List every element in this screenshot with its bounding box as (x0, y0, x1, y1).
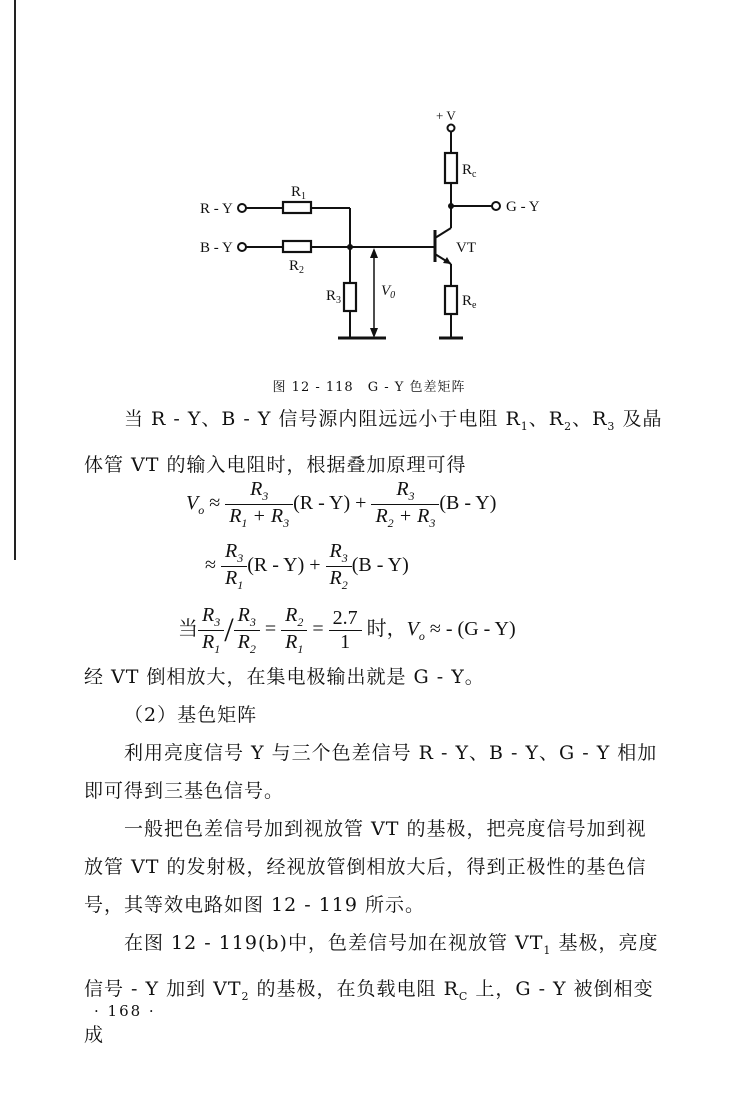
supply-label: + V (436, 108, 456, 123)
re-label: $R_e$ (462, 293, 477, 311)
fraction-r3-over-r2r3: $\frac{R_3}{R_2 + R_3}$ (371, 478, 439, 531)
r1-label: $R_1$ (291, 184, 307, 202)
section-heading: （2）基色矩阵 (124, 704, 258, 726)
input2-terminal (238, 243, 246, 251)
input1-label: R - Y (200, 201, 233, 217)
r3-label: $R_3$ (326, 288, 342, 306)
resistor-r3 (344, 283, 356, 311)
output-terminal (492, 202, 500, 210)
resistor-rc (445, 153, 457, 183)
paragraph-1: 当 R - Y、B - Y 信号源内阻远远小于电阻 $R_1$、$R_2$、$R_3$ 及晶体管 VT 的输入电阻时，根据叠加原理可得 (84, 408, 663, 476)
output-label: G - Y (506, 199, 540, 215)
transistor-label: VT (456, 240, 476, 256)
input2-label: B - Y (200, 240, 233, 256)
resistor-r2 (283, 241, 311, 252)
equation-1: $V_o$ ≈ $\frac{R_3}{R_1 + R_3}$ (R - Y) + $\frac{R_3}{R_2 + R_3}$ (B - Y) (186, 478, 497, 530)
resistor-re (445, 286, 457, 314)
paragraph-3: 利用亮度信号 Y 与三个色差信号 R - Y、B - Y、G - Y 相加即可得到三基色信号。 (84, 742, 658, 802)
page-number: · 168 · (94, 1002, 156, 1020)
supply-terminal (448, 125, 455, 132)
fraction-ratio-value: $\frac{2.7}{1}$ (329, 607, 362, 654)
rc-label: $R_c$ (462, 162, 477, 180)
paragraph-5: 在图 12 - 119(b)中，色差信号加在视放管 $VT_1$ 基极，亮度信号 - Y 加到 $VT_2$ 的基极，在负载电阻 $R_C$ 上，G - Y 被倒相变成 (84, 932, 659, 1046)
input1-terminal (238, 204, 246, 212)
r2-label: $R_2$ (289, 258, 305, 276)
fraction-r3-over-r2: $\frac{R_3}{R_2}$ (326, 540, 352, 593)
paragraph-2: 经 VT 倒相放大，在集电极输出就是 G - Y。 (84, 666, 485, 688)
circuit-diagram (0, 0, 738, 380)
paragraph-4: 一般把色差信号加到视放管 VT 的基极，把亮度信号加到视放管 VT 的发射极，经视放管倒相放大后，得到正极性的基色信号，其等效电路如图 12 - 119 所示。 (84, 818, 647, 916)
fraction-r3-over-r2-b: $\frac{R_3}{R_2}$ (234, 604, 260, 657)
equation-3: 当 $\frac{R_3}{R_1}$ / $\frac{R_3}{R_2}$ = $\frac{R_2}{R_1}$ = $\frac{2.7}{1}$ 时，$V_o$ ≈ - (G - Y) (178, 604, 516, 656)
figure-caption: 图 12 - 118 G - Y 色差矩阵 (272, 380, 466, 395)
vo-label: $V_0$ (381, 283, 396, 301)
fraction-r3-over-r1r3: $\frac{R_3}{R_1 + R_3}$ (225, 478, 293, 531)
resistor-r1 (283, 202, 311, 213)
fraction-r2-over-r1: $\frac{R_2}{R_1}$ (281, 604, 307, 657)
equation-2: ≈ $\frac{R_3}{R_1}$ (R - Y) + $\frac{R_3}{R_2}$ (B - Y) (205, 540, 409, 592)
fraction-r3-over-r1-b: $\frac{R_3}{R_1}$ (198, 604, 224, 657)
fraction-r3-over-r1: $\frac{R_3}{R_1}$ (221, 540, 247, 593)
